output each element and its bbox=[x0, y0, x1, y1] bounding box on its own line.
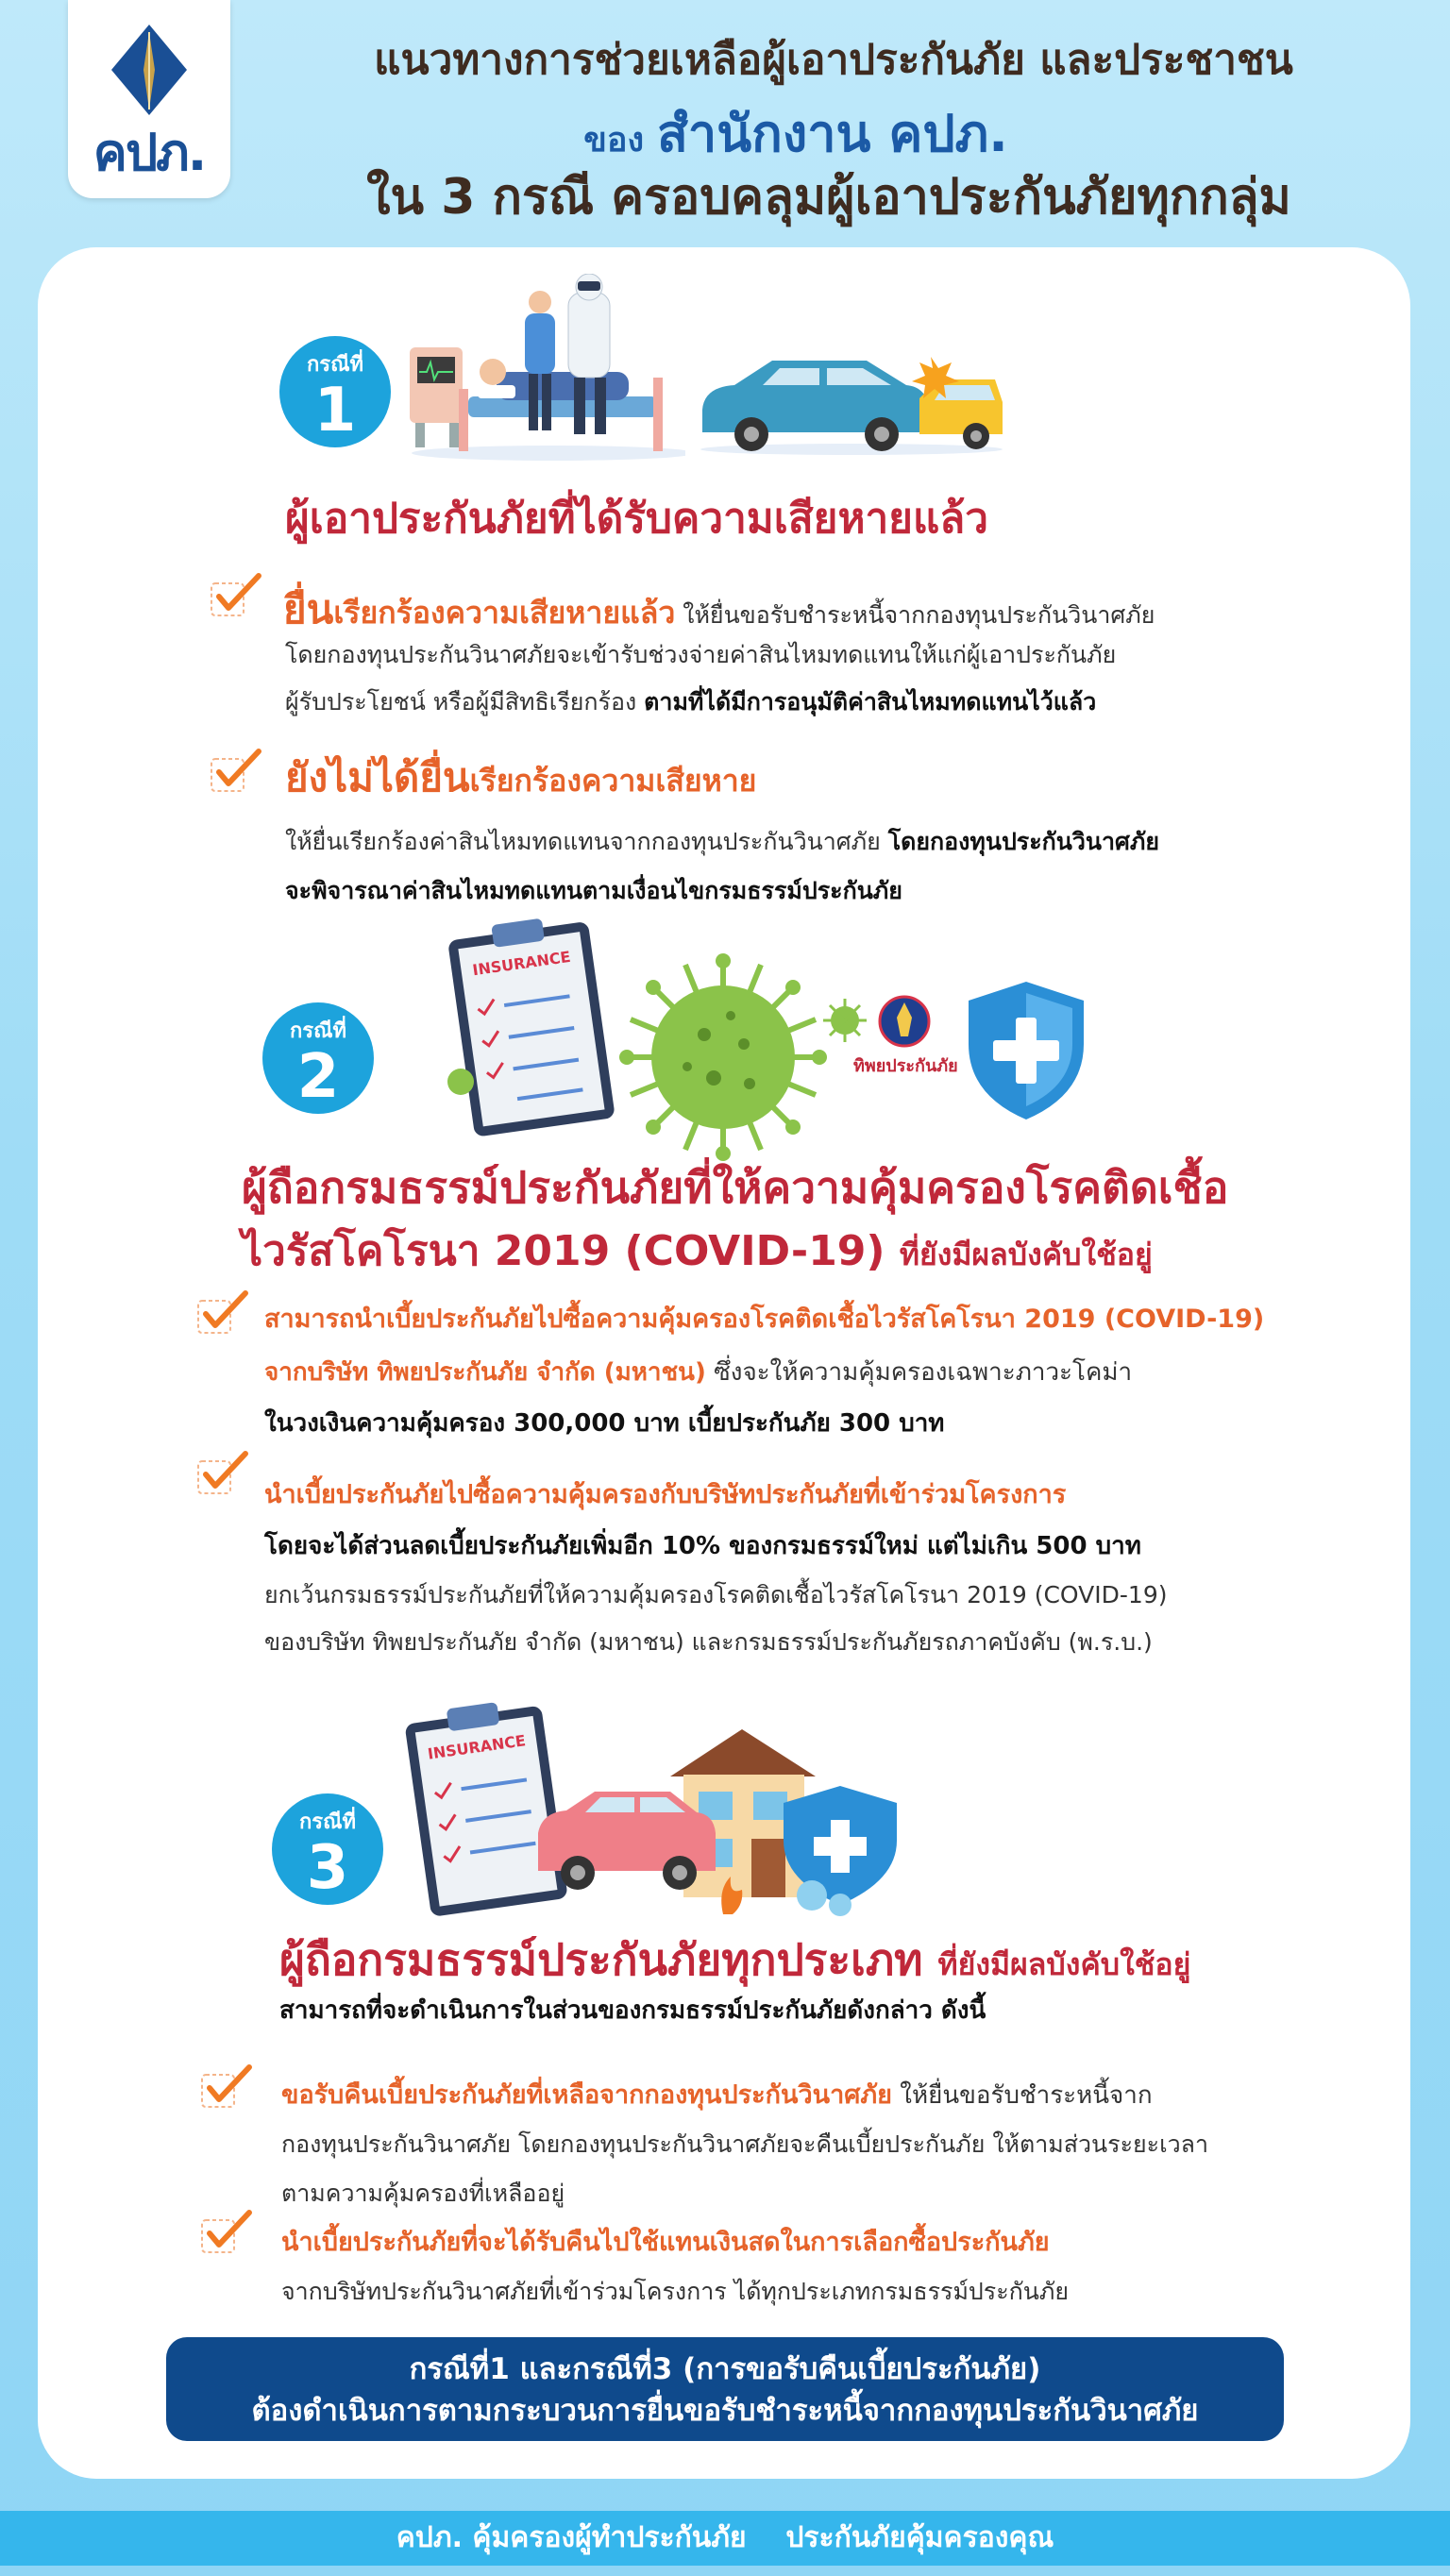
checkmark-icon bbox=[200, 2209, 253, 2256]
dhipaya-logo-text: ทิพยประกันภัย bbox=[853, 1056, 958, 1076]
header-line-1: แนวทางการช่วยเหลือผู้เอาประกันภัย และประชาชน bbox=[374, 36, 1293, 84]
case2-badge bbox=[262, 1002, 374, 1114]
case1-item1-text3: ผู้รับประโยชน์ หรือผู้มีสิทธิเรียกร้อง bbox=[285, 688, 637, 716]
car-house-illustration bbox=[529, 1729, 944, 1918]
footer-slogan: คปภ. คุ้มครองผู้ทำประกันภัย ประกันภัยคุ้มครองคุณ bbox=[0, 2511, 1450, 2566]
case3-subtitle-bold: สามารถที่จะดำเนินการในส่วนของกรมธรรม์ประกันภัยดังกล่าว ดังนี้ bbox=[279, 1996, 986, 2025]
checkmark-icon bbox=[196, 1289, 249, 1337]
case2-item1-line2-tail: ซึ่งจะให้ความคุ้มครองเฉพาะภาวะโคม่า bbox=[714, 1358, 1133, 1387]
clipboard-insurance-text: INSURANCE bbox=[426, 1731, 528, 1763]
case3-item2-line1: นำเบี้ยประกันภัยที่จะได้รับคืนไปใช้แทนเงินสดในการเลือกซื้อประกันภัย bbox=[281, 2228, 1050, 2257]
case1-item2-lead-big: ยังไม่ได้ยื่น bbox=[285, 754, 470, 800]
case1-item1-text3-bold: ตามที่ได้มีการอนุมัติค่าสินไหมทดแทนไว้แล้ว bbox=[644, 688, 1097, 716]
case1-title: ผู้เอาประกันภัยที่ได้รับความเสียหายแล้ว bbox=[285, 495, 988, 543]
case2-badge-number: 2 bbox=[296, 1042, 340, 1112]
case2-item2-line2-bold: โดยจะได้ส่วนลดเบี้ยประกันภัยเพิ่มอีก 10% ของกรมธรรม์ใหม่ แต่ไม่เกิน 500 บาท bbox=[264, 1532, 1141, 1560]
case3-badge-number: 3 bbox=[306, 1833, 349, 1903]
logo-text: คปภ. bbox=[93, 123, 206, 182]
case2-item1-company: จากบริษัท ทิพยประกันภัย จำกัด (มหาชน) bbox=[264, 1358, 706, 1387]
case1-item1-text1: ให้ยื่นขอรับชำระหนี้จากกองทุนประกันวินาศภัย bbox=[683, 601, 1155, 629]
case3-badge-label: กรณีที่ bbox=[298, 1810, 357, 1834]
case3-badge bbox=[272, 1793, 383, 1905]
insurance-clipboard-illustration bbox=[432, 912, 621, 1148]
case3-item1-line2: กองทุนประกันวินาศภัย โดยกองทุนประกันวินาศภัยจะคืนเบี้ยประกันภัย ให้ตามส่วนระยะเวลา bbox=[281, 2130, 1209, 2158]
case2-item1-line2 bbox=[264, 1348, 1132, 1397]
header-line-3: ใน 3 กรณี ครอบคลุมผู้เอาประกันภัยทุกกลุ่ม bbox=[366, 169, 1291, 226]
clipboard-insurance-text: INSURANCE bbox=[471, 947, 572, 980]
case2-title-line2-main: ไวรัสโคโรนา 2019 (COVID-19) bbox=[242, 1227, 885, 1275]
banner-line-1: กรณีที่1 และกรณีที่3 (การขอรับคืนเบี้ยประกันภัย) bbox=[409, 2352, 1041, 2386]
case1-item1-lead-big: ยื่น bbox=[283, 586, 334, 632]
case3-title-tail: ที่ยังมีผลบังคับใช้อยู่ bbox=[937, 1946, 1191, 1982]
case1-item2-text2-bold: จะพิจารณาค่าสินไหมทดแทนตามเงื่อนไขกรมธรรม์ประกันภัย bbox=[285, 877, 902, 904]
case3-title-main: ผู้ถือกรมธรรม์ประกันภัยทุกประเภท bbox=[279, 1934, 923, 1985]
case1-item2-line2 bbox=[285, 817, 1159, 867]
case1-badge-number: 1 bbox=[313, 376, 357, 446]
case1-badge-label: กรณีที่ bbox=[306, 353, 364, 377]
hospital-bed-illustration bbox=[402, 274, 685, 463]
case1-item2-line1 bbox=[285, 751, 756, 810]
case1-item2-lead: เรียกร้องความเสียหาย bbox=[469, 763, 757, 799]
case1-item1-line2: โดยกองทุนประกันวินาศภัยจะเข้ารับช่วงจ่ายค่าสินไหมทดแทนให้แก่ผู้เอาประกันภัย bbox=[285, 641, 1117, 668]
case2-item2-line1: นำเบี้ยประกันภัยไปซื้อความคุ้มครองกับบริษัทประกันภัยที่เข้าร่วมโครงการ bbox=[264, 1480, 1067, 1509]
case1-item2-text1-bold: โดยกองทุนประกันวินาศภัย bbox=[887, 828, 1160, 855]
case2-item1-line1: สามารถนำเบี้ยประกันภัยไปซื้อความคุ้มครองโรคติดเชื้อไวรัสโคโรนา 2019 (COVID-19) bbox=[264, 1305, 1265, 1334]
header-of: ของ bbox=[583, 121, 645, 160]
checkmark-icon bbox=[210, 748, 262, 795]
case1-badge bbox=[279, 336, 391, 447]
case1-item2-line3 bbox=[285, 867, 902, 916]
case2-badge-label: กรณีที่ bbox=[289, 1019, 347, 1043]
checkmark-icon bbox=[196, 1450, 249, 1497]
case1-item2-text1: ให้ยื่นเรียกร้องค่าสินไหมทดแทนจากกองทุนประกันวินาศภัย bbox=[285, 828, 881, 855]
case2-item1-line3 bbox=[264, 1399, 944, 1448]
case1-item1-lead: เรียกร้องความเสียหายแล้ว bbox=[333, 595, 676, 631]
header-org: สำนักงาน คปภ. bbox=[656, 104, 1008, 163]
small-virus-icon bbox=[821, 997, 868, 1044]
case2-item2-line2 bbox=[264, 1522, 1141, 1571]
case2-item2-line4: ของบริษัท ทิพยประกันภัย จำกัด (มหาชน) และกรมธรรม์ประกันภัยรถภาคบังคับ (พ.ร.บ.) bbox=[264, 1628, 1153, 1656]
case1-item1-line3 bbox=[285, 678, 1096, 727]
dhipaya-emblem-icon bbox=[878, 993, 931, 1050]
case2-item1-line3-bold: ในวงเงินความคุ้มครอง 300,000 บาท เบี้ยประกันภัย 300 บาท bbox=[264, 1409, 945, 1438]
checkmark-icon bbox=[210, 572, 262, 619]
case2-title-line2 bbox=[242, 1218, 1153, 1284]
checkmark-icon bbox=[200, 2063, 253, 2111]
case2-title-line1: ผู้ถือกรมธรรม์ประกันภัยที่ให้ความคุ้มครองโรคติดเชื้อ bbox=[242, 1162, 1229, 1213]
case3-title bbox=[279, 1926, 1190, 1995]
case2-title-line2-tail: ที่ยังมีผลบังคับใช้อยู่ bbox=[899, 1237, 1153, 1272]
case3-item1-line1-tail: ให้ยื่นขอรับชำระหนี้จาก bbox=[900, 2081, 1153, 2110]
case3-item1-lead: ขอรับคืนเบี้ยประกันภัยที่เหลือจากกองทุนประกันวินาศภัย bbox=[281, 2080, 892, 2110]
case3-item1-line3: ตามความคุ้มครองที่เหลืออยู่ bbox=[281, 2180, 565, 2207]
case3-item1-line1 bbox=[281, 2071, 1153, 2120]
case2-item2-line3: ยกเว้นกรมธรรม์ประกันภัยที่ให้ความคุ้มครองโรคติดเชื้อไวรัสโคโรนา 2019 (COVID-19) bbox=[264, 1581, 1168, 1608]
case3-subtitle bbox=[279, 1986, 986, 2035]
coronavirus-illustration bbox=[619, 953, 827, 1161]
shield-cross-icon bbox=[963, 978, 1089, 1123]
car-crash-illustration bbox=[697, 344, 1006, 455]
summary-banner bbox=[166, 2337, 1284, 2441]
banner-line-2: ต้องดำเนินการตามกระบวนการยื่นขอรับชำระหนี้จากกองทุนประกันวินาศภัย bbox=[251, 2394, 1199, 2428]
case3-item2-line2: จากบริษัทประกันวินาศภัยที่เข้าร่วมโครงการ ได้ทุกประเภทกรมธรรม์ประกันภัย bbox=[281, 2278, 1069, 2305]
